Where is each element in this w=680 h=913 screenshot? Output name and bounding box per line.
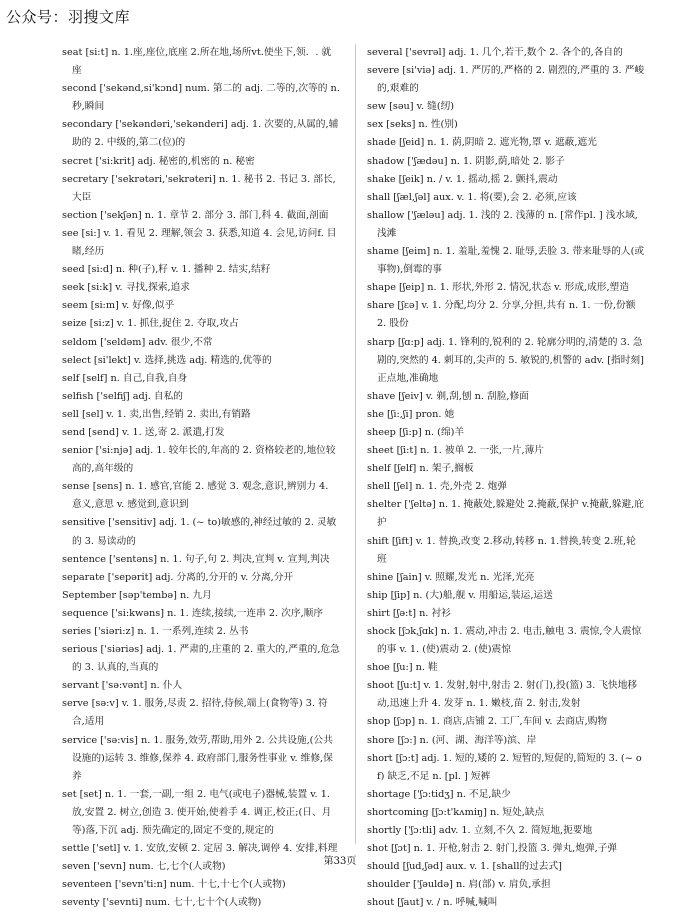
vocab-entry: seldom ['seldəm] adv. 很少,不常 — [62, 336, 213, 348]
vocab-entry: shortcoming [ʃɔ:t'kʌmiŋ] n. 短处,缺点 — [367, 806, 545, 818]
vocab-entry: sheep [ʃi:p] n. (绵)羊 — [367, 426, 465, 438]
vocab-entry: set [set] n. 1. 一套,一副,一组 2. 电气(或电子)器械,装置 v. 1. 放,安置 2. 树立,创造 3. 使开始,使着手 4. 调正,校正;(日、月等)落,下沉 adj. 预先确定的,固定不变的,规定的 — [62, 788, 332, 837]
vocab-entry: shallow ['ʃæləu] adj. 1. 浅的 2. 浅薄的 n. [常作pl. ] 浅水域,浅滩 — [367, 209, 638, 239]
vocab-entry: shop [ʃɔp] n. 1. 商店,店铺 2. 工厂,车间 v. 去商店,购物 — [367, 716, 608, 728]
vocab-entry: shot [ʃɔt] n. 1. 开枪,射击 2. 射门,投篮 3. 弹丸,炮弹,子弹 — [367, 843, 618, 855]
vocab-entry: ship [ʃip] n. (大)船,舰 v. 用船运,装运,运送 — [367, 589, 553, 601]
vocab-entry: shall [ʃæl,ʃəl] aux. v. 1. 将(要),会 2. 必须,应该 — [367, 191, 577, 203]
vocab-entry: shave [ʃeiv] v. 剃,刮,刨 n. 刮脸,修面 — [367, 390, 529, 402]
vocab-entry: shelter ['ʃeltə] n. 1. 掩蔽处,躲避处 2.掩蔽,保护 v.掩蔽,躲避,庇护 — [367, 499, 644, 529]
vocab-entry: shadow ['ʃædəu] n. 1. 阴影,荫,暗处 2. 影子 — [367, 155, 565, 167]
vocab-entry: severe [si'viə] adj. 1. 严厉的,严格的 2. 剧烈的,严重的 3. 严峻的,艰难的 — [367, 65, 645, 95]
vocab-entry: shame [ʃeim] n. 1. 羞耻,羞愧 2. 耻辱,丢脸 3. 带来耻辱的人(或事物),倒霉的事 — [367, 246, 645, 276]
vocab-entry: sensitive ['sensitiv] adj. 1. (~ to)敏感的,神经过敏的 2. 灵敏的 3. 易读动的 — [62, 517, 337, 547]
vocab-entry: sew [səu] v. 缝(纫) — [367, 101, 455, 113]
vocab-entry: select [si'lekt] v. 选择,挑选 adj. 精选的,优等的 — [62, 354, 272, 366]
vocab-entry: seek [si:k] v. 寻找,探索,追求 — [62, 282, 190, 294]
vocab-entry: short [ʃɔ:t] adj. 1. 短的,矮的 2. 短暂的,短促的,简短的 3. (~ of) 缺乏,不足 n. [pl. ] 短裤 — [367, 752, 642, 782]
vocab-entry: sheet [ʃi:t] n. 1. 被单 2. 一张,一片,薄片 — [367, 445, 544, 457]
vocab-entry: seem [si:m] v. 好像,似乎 — [62, 300, 175, 312]
vocab-entry: shortage ['ʃɔ:tidʒ] n. 不足,缺少 — [367, 788, 511, 800]
vocab-entry: servant ['sə:vənt] n. 仆人 — [62, 680, 183, 692]
vocab-entry: shelf [ʃelf] n. 架子,搁板 — [367, 463, 474, 475]
vocab-entry: shock [ʃɔk,ʃɑk] n. 1. 震动,冲击 2. 电击,触电 3. 震惊,令人震惊的事 v. 1. (使)震动 2. (使)震惊 — [367, 626, 642, 656]
vocab-entry: shape [ʃeip] n. 1. 形状,外形 2. 情况,状态 v. 形成,成形,塑造 — [367, 282, 629, 294]
vocab-entry: section ['sekʃən] n. 1. 章节 2. 部分 3. 部门,科 4. 截面,剖面 — [62, 209, 329, 221]
vocab-entry: separate ['sepərit] adj. 分离的,分开的 v. 分离,分开 — [62, 571, 294, 583]
vocab-entry: serious ['siəriəs] adj. 1. 严肃的,庄重的 2. 重大的,严重的,危急的 3. 认真的,当真的 — [62, 644, 340, 674]
vocab-entry: shoulder ['ʃəuldə] n. 肩(部) v. 肩负,承担 — [367, 879, 551, 891]
vocab-entry: shake [ʃeik] n. / v. 1. 摇动,摇 2. 颤抖,震动 — [367, 173, 558, 185]
vocab-entry: shine [ʃain] v. 照耀,发光 n. 光泽,光亮 — [367, 571, 535, 583]
vocab-entry: shell [ʃel] n. 1. 壳,外壳 2. 炮弹 — [367, 481, 507, 493]
vocab-entry: seize [si:z] v. 1. 抓住,捉住 2. 夺取,攻占 — [62, 318, 239, 330]
vocab-entry: settle ['setl] v. 1. 安放,安顿 2. 定居 3. 解决,调停 4. 安排,料理 — [62, 843, 338, 855]
vocab-entry: seed [si:d] n. 种(子),籽 v. 1. 播种 2. 结实,结籽 — [62, 264, 271, 276]
vocab-entry: shirt [ʃə:t] n. 衬衫 — [367, 607, 451, 619]
vocab-entry: secondary ['sekəndəri,'sekənderi] adj. 1. 次要的,从属的,辅助的 2. 中级的,第二(位)的 — [62, 119, 339, 149]
vocab-entry: see [si:] v. 1. 看见 2. 理解,领会 3. 获悉,知道 4. 会见,访问f. 目睹,经历 — [62, 227, 337, 258]
vocab-entry: seven ['sevn] num. 七,七个(人或物) — [62, 861, 226, 873]
vocab-entry: selfish ['selfiʃ] adj. 自私的 — [62, 390, 183, 402]
vocab-entry: send [send] v. 1. 送,寄 2. 派遣,打发 — [62, 426, 225, 438]
vocab-entry: shout [ʃaut] v. / n. 呼喊,喊叫 — [367, 897, 498, 909]
vocab-entry: sell [sel] v. 1. 卖,出售,经销 2. 卖出,有销路 — [62, 408, 251, 420]
right-column — [367, 44, 645, 913]
vocab-entry: shore [ʃɔ:] n. (河、湖、海洋等)滨、岸 — [367, 734, 537, 746]
vocab-entry: sex [seks] n. 性(别) — [367, 119, 458, 131]
vocab-entry: secretary ['sekrətəri,'sekrəteri] n. 1. 秘书 2. 书记 3. 部长,大臣 — [62, 173, 336, 203]
left-column — [62, 44, 340, 913]
vocab-entry: shift [ʃift] v. 1. 替换,改变 2.移动,转移 n. 1.替换,转变 2.班,轮班 — [367, 535, 636, 565]
column-divider — [355, 44, 356, 844]
vocab-entry: she [ʃi:,ʃi] pron. 她 — [367, 408, 455, 420]
vocab-entry: self [self] n. 自己,自我,自身 — [62, 372, 188, 384]
vocab-entry: September [səp'tembə] n. 九月 — [62, 589, 212, 601]
vocab-entry: seventy ['sevnti] num. 七十,七十个(人或物) — [62, 897, 262, 909]
vocab-entry: shoe [ʃu:] n. 鞋 — [367, 662, 438, 674]
vocab-entry: shoot [ʃu:t] v. 1. 发射,射中,射击 2. 射(门),投(篮) 3. 飞快地移动,迅速上升 4. 发芽 n. 1. 嫩枝,苗 2. 射击,发射 — [367, 680, 638, 710]
vocab-entry: service ['sə:vis] n. 1. 服务,效劳,帮助,用外 2. 公共设施,(公共设施的)运转 3. 维修,保养 4. 政府部门,服务性事业 v. 维修,保养 — [62, 734, 333, 782]
vocab-entry: seventeen ['sevn'ti:n] num. 十七,十七个(人或物) — [62, 879, 286, 891]
vocab-entry: series ['siəri:z] n. 1. 一系列,连续 2. 丛书 — [62, 626, 249, 637]
vocab-entry: secret ['si:krit] adj. 秘密的,机密的 n. 秘密 — [62, 155, 255, 167]
vocab-entry: share [ʃɛə] v. 1. 分配,均分 2. 分享,分担,共有 n. 1. 一份,份额 2. 股份 — [367, 300, 636, 330]
vocab-entry: sentence ['sentəns] n. 1. 句子,句 2. 判决,宣判 v. 宣判,判决 — [62, 553, 330, 565]
vocab-entry: sense [sens] n. 1. 感官,官能 2. 感觉 3. 观念,意识,辨别力 4. 意义,意思 v. 感觉到,意识到 — [62, 481, 329, 511]
vocab-entry: should [ʃud,ʃəd] aux. v. 1. [shall的过去式] — [367, 861, 562, 873]
vocab-entry: second ['sekənd,si'kɔnd] num. 第二的 adj. 二等的,次等的 n. 秒,瞬间 — [62, 83, 340, 113]
vocab-entry: shade [ʃeid] n. 1. 荫,阴暗 2. 遮光物,罩 v. 遮蔽,遮光 — [367, 137, 597, 149]
vocab-entry: several ['sevrəl] adj. 1. 几个,若干,数个 2. 各个的,各自的 — [367, 47, 623, 58]
vocab-entry: shortly ['ʃɔ:tli] adv. 1. 立刻,不久 2. 简短地,扼要地 — [367, 825, 593, 837]
vocab-entry: sequence ['si:kwəns] n. 1. 连续,接续,一连串 2. 次序,顺序 — [62, 607, 324, 619]
vocab-entry: sharp [ʃɑ:p] adj. 1. 锋利的,锐利的 2. 轮廓分明的,清楚的 3. 急剧的,突然的 4. 刺耳的,尖声的 5. 敏锐的,机警的 adv. [指时刻] 正点地,准确地 — [367, 336, 644, 384]
vocab-entry: senior ['si:njə] adj. 1. 较年长的,年高的 2. 资格较老的,地位较高的,高年级的 — [62, 445, 336, 475]
page-header-title: 公众号：羽搜文库 — [6, 8, 131, 26]
page-number: 第33页 — [323, 856, 357, 867]
vocab-entry: serve [sə:v] v. 1. 服务,尽责 2. 招待,侍候,端上(食物等) 3. 符合,适用 — [62, 698, 328, 728]
vocab-entry: seat [si:t] n. 1.座,座位,底座 2.所在地,场所vt.使坐下,领．. 就座 — [62, 47, 332, 77]
